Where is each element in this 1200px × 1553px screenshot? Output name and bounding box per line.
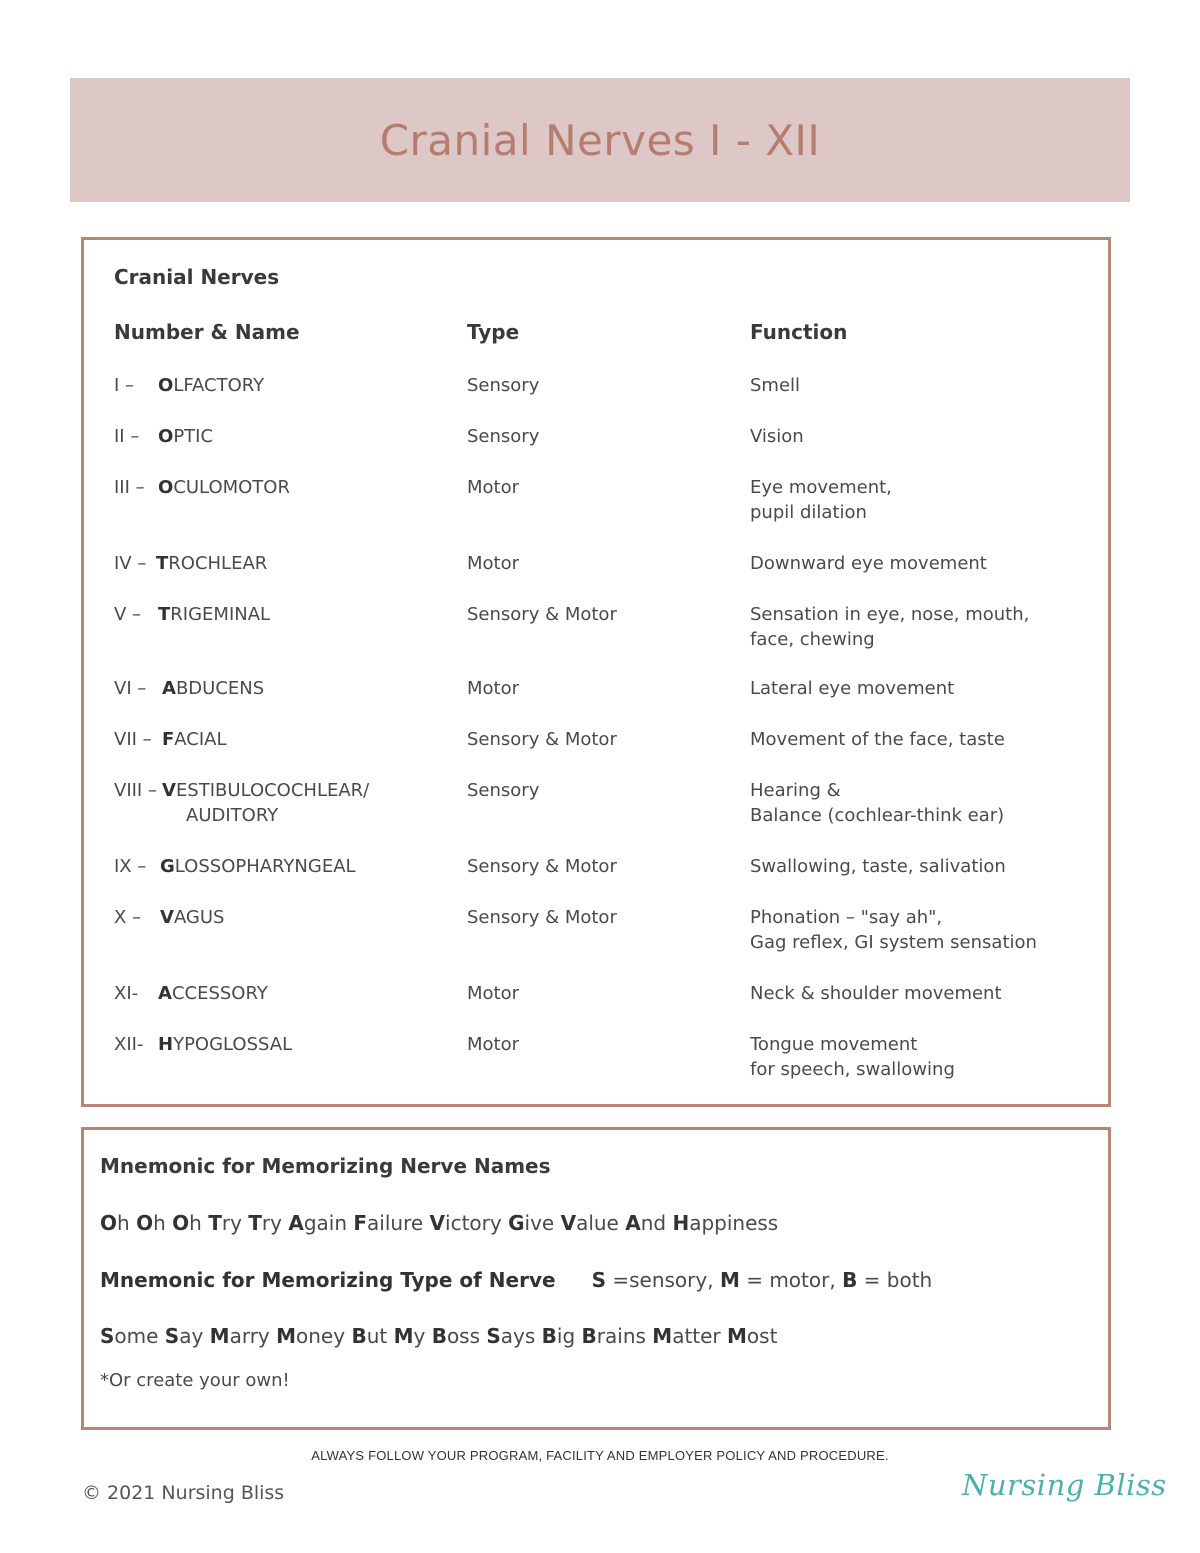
column-header-number-name: Number & Name [114, 320, 300, 344]
nerve-initial: V [160, 907, 174, 928]
nerve-function [750, 854, 1006, 879]
nerve-initial: F [162, 729, 175, 750]
nerve-name-rest: CULOMOTOR [173, 477, 290, 498]
nerve-function [750, 373, 800, 398]
nerve-name [114, 981, 268, 1006]
nerve-number: I – [114, 375, 135, 396]
type-key-meaning: = both [857, 1268, 933, 1292]
nerve-name [114, 905, 224, 930]
page-title: Cranial Nerves I - XII [379, 115, 821, 165]
nerve-function [750, 602, 1029, 652]
type-mnemonic [100, 1324, 777, 1348]
nerve-name [114, 727, 227, 752]
mnemonic-word: Oh [136, 1211, 166, 1235]
column-header-function: Function [750, 320, 848, 344]
nerve-function-line: Neck & shoulder movement [750, 983, 1002, 1004]
nerve-function-line: Smell [750, 375, 801, 396]
nerve-function [750, 727, 1005, 752]
mnemonic-word: Say [164, 1324, 204, 1348]
nerve-function [750, 475, 892, 525]
nerve-function [750, 778, 1004, 828]
nerve-name-rest: ACIAL [174, 729, 227, 750]
nerve-name [114, 424, 213, 449]
mnemonic-word: Big [541, 1324, 576, 1348]
nerve-type: Sensory & Motor [467, 604, 617, 625]
nerve-initial: O [158, 477, 174, 498]
nerve-function-line: Sensation in eye, nose, mouth, [750, 604, 1030, 625]
nerve-initial: A [158, 983, 172, 1004]
nerve-number: IV – [114, 553, 147, 574]
nerve-function-line: Vision [750, 426, 804, 447]
nerve-name-rest: ESTIBULOCOCHLEAR/ [175, 780, 370, 801]
nerve-function-line: for speech, swallowing [750, 1059, 955, 1080]
type-key-meaning: = motor, [739, 1268, 843, 1292]
nerve-function [750, 1032, 955, 1082]
mnemonic-word: Money [276, 1324, 346, 1348]
nerve-name-rest: ROCHLEAR [168, 553, 268, 574]
copyright: © 2021 Nursing Bliss [82, 1482, 285, 1504]
nerve-number: V – [114, 604, 142, 625]
mnemonic-word: Most [727, 1324, 778, 1348]
nerve-initial: A [162, 678, 176, 699]
nerve-function-line: face, chewing [750, 629, 875, 650]
nerve-function-line: Lateral eye movement [750, 678, 955, 699]
type-key-letter: B [842, 1268, 858, 1292]
nerve-name [114, 475, 290, 500]
nerve-number: IX – [114, 856, 147, 877]
nerve-name [114, 551, 267, 576]
nerve-type: Motor [467, 553, 520, 574]
mnemonic-word: Oh [100, 1211, 130, 1235]
mnemonic-word: But [351, 1324, 388, 1348]
nerve-initial: H [158, 1034, 174, 1055]
nerve-function-line: Eye movement, [750, 477, 892, 498]
nerve-type: Motor [467, 1034, 520, 1055]
column-header-type: Type [467, 320, 520, 344]
nerve-number: III – [114, 477, 145, 498]
nerve-name [114, 778, 369, 828]
type-key-meaning: =sensory, [605, 1268, 720, 1292]
nerve-name [114, 676, 264, 701]
nerve-name-rest: CCESSORY [171, 983, 268, 1004]
nerve-function-line: Phonation – "say ah", [750, 907, 943, 928]
names-mnemonic [100, 1211, 778, 1235]
nerve-function-line: Hearing & [750, 780, 841, 801]
nerve-name-rest: BDUCENS [175, 678, 265, 699]
type-key-letter: S [591, 1268, 606, 1292]
nerve-name-rest: PTIC [173, 426, 214, 447]
mnemonic-word: Happiness [672, 1211, 779, 1235]
mnemonic-word: Some [100, 1324, 159, 1348]
nerve-number: VI – [114, 678, 147, 699]
nerve-function [750, 424, 804, 449]
type-key-letter: M [719, 1268, 740, 1292]
nerve-name-continued: AUDITORY [186, 805, 279, 826]
nerve-type: Sensory & Motor [467, 907, 617, 928]
nerve-type: Motor [467, 678, 520, 699]
mnemonic-word: Value [560, 1211, 619, 1235]
nerve-type: Sensory [467, 780, 540, 801]
mnemonic-word: Give [508, 1211, 555, 1235]
disclaimer: ALWAYS FOLLOW YOUR PROGRAM, FACILITY AND EMPLOYER POLICY AND PROCEDURE. [311, 1448, 889, 1463]
cranial-nerves-box [81, 237, 1111, 1107]
mnemonic-word: Oh [172, 1211, 202, 1235]
nerve-type: Motor [467, 477, 520, 498]
nerve-name [114, 373, 264, 398]
nerve-initial: T [158, 604, 171, 625]
title-banner [70, 78, 1130, 202]
nerve-name-rest: RIGEMINAL [170, 604, 271, 625]
nerve-number: II – [114, 426, 140, 447]
nerve-name [114, 1032, 292, 1057]
note: *Or create your own! [100, 1370, 290, 1391]
nerve-function-line: Gag reflex, GI system sensation [750, 932, 1037, 953]
nerve-initial: O [158, 426, 174, 447]
mnemonic-word: Boss [431, 1324, 481, 1348]
mnemonic-word: And [625, 1211, 667, 1235]
nerve-function-line: Tongue movement [750, 1034, 918, 1055]
nerve-number: X – [114, 907, 142, 928]
nerve-type: Sensory & Motor [467, 856, 617, 877]
nerve-initial: O [158, 375, 174, 396]
nerve-function-line: Movement of the face, taste [750, 729, 1005, 750]
nerve-name [114, 602, 270, 627]
nerve-name-rest: LFACTORY [173, 375, 265, 396]
nerve-type: Sensory [467, 426, 540, 447]
nerve-name [114, 854, 356, 879]
nerve-name-rest: YPOGLOSSAL [173, 1034, 293, 1055]
mnemonic-word: Failure [353, 1211, 424, 1235]
nerve-initial: V [162, 780, 176, 801]
nerve-number: VIII – [114, 780, 157, 801]
nerve-function [750, 905, 1037, 955]
nerve-initial: T [156, 553, 169, 574]
nerve-function-line: pupil dilation [750, 502, 867, 523]
nerve-type: Motor [467, 983, 520, 1004]
type-key [592, 1268, 933, 1292]
section-title-cranial-nerves: Cranial Nerves [114, 265, 280, 289]
mnemonic-word: Says [486, 1324, 536, 1348]
nursing-bliss-logo: Nursing Bliss [962, 1468, 1167, 1502]
nerve-function-line: Downward eye movement [750, 553, 987, 574]
mnemonic-word: Try [248, 1211, 282, 1235]
nerve-number: XI- [114, 983, 139, 1004]
mnemonic-word: Brains [581, 1324, 646, 1348]
mnemonic-word: Victory [429, 1211, 502, 1235]
nerve-function-line: Swallowing, taste, salivation [750, 856, 1006, 877]
nerve-name-rest: LOSSOPHARYNGEAL [174, 856, 356, 877]
nerve-number: VII – [114, 729, 152, 750]
mnemonic-word: Again [288, 1211, 348, 1235]
nerve-function [750, 981, 1002, 1006]
section-title-type-mnemonic: Mnemonic for Memorizing Type of Nerve [100, 1268, 556, 1292]
mnemonic-word: Matter [652, 1324, 721, 1348]
mnemonic-word: My [393, 1324, 426, 1348]
type-mnemonic-row [100, 1268, 932, 1292]
mnemonic-word: Try [208, 1211, 242, 1235]
section-title-names-mnemonic: Mnemonic for Memorizing Nerve Names [100, 1154, 551, 1178]
nerve-name-rest: AGUS [173, 907, 225, 928]
nerve-type: Sensory [467, 375, 540, 396]
nerve-initial: G [160, 856, 175, 877]
nerve-number: XII- [114, 1034, 144, 1055]
nerve-type: Sensory & Motor [467, 729, 617, 750]
nerve-function [750, 676, 954, 701]
nerve-function-line: Balance (cochlear-think ear) [750, 805, 1005, 826]
mnemonic-word: Marry [209, 1324, 270, 1348]
nerve-function [750, 551, 987, 576]
